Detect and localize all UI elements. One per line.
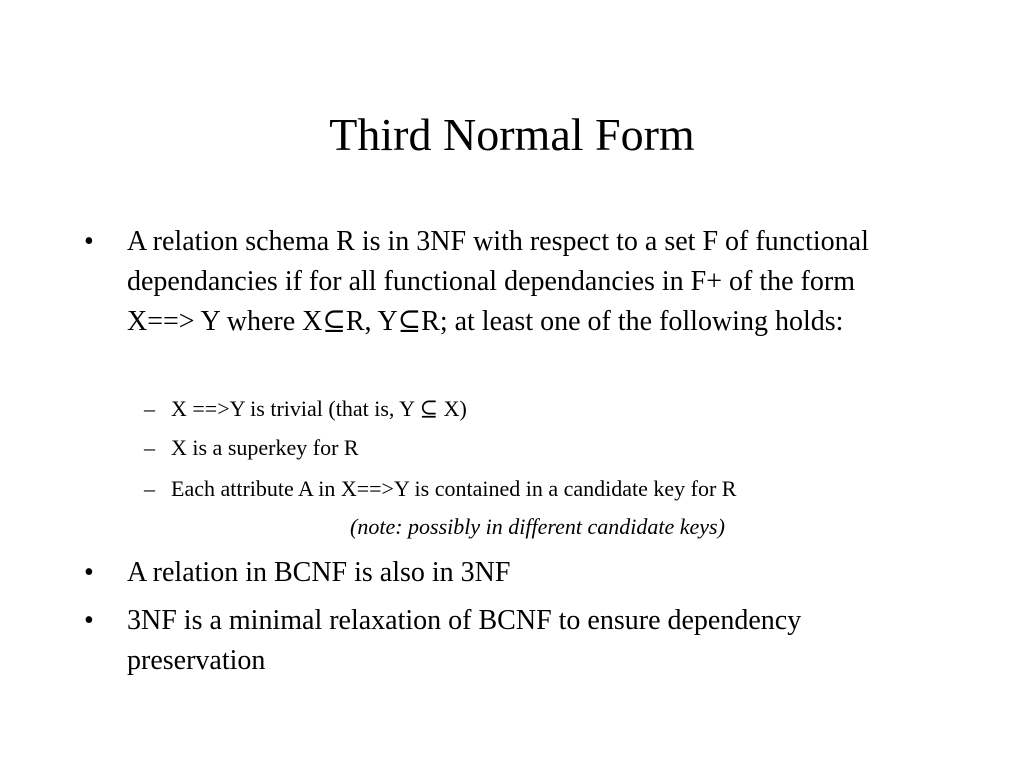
sub-bullet-marker: –	[144, 435, 155, 460]
bullet-marker: •	[84, 226, 94, 257]
slide-title: Third Normal Form	[329, 109, 695, 160]
sub-bullet-text: Each attribute A in X==>Y is contained in a candidate key for R	[171, 476, 737, 501]
bullet-item	[84, 601, 927, 681]
bullet-item	[84, 222, 927, 342]
sub-bullet-item	[144, 394, 931, 424]
sub-bullet-marker: –	[144, 476, 155, 501]
note-text: (note: possibly in different candidate keys)	[350, 514, 725, 539]
bullet-marker: •	[84, 605, 94, 636]
sub-bullet-text: X is a superkey for R	[171, 435, 359, 460]
sub-bullet-text: X ==>Y is trivial (that is, Y ⊆ X)	[171, 396, 467, 421]
bullet-item	[84, 553, 927, 593]
sub-bullet-item	[144, 433, 931, 463]
bullet-text: 3NF is a minimal relaxation of BCNF to ensure dependency preservation	[127, 605, 802, 676]
bullet-text: A relation schema R is in 3NF with respect to a set F of functional dependancies if for all functional dependancies in F+ of the form X==> Y where X⊆R, Y⊆R; at least one of the following holds:	[127, 226, 869, 337]
bullet-marker: •	[84, 557, 94, 588]
sub-bullet-item	[144, 474, 931, 504]
sub-bullet-marker: –	[144, 396, 155, 421]
bullet-text: A relation in BCNF is also in 3NF	[127, 557, 511, 588]
